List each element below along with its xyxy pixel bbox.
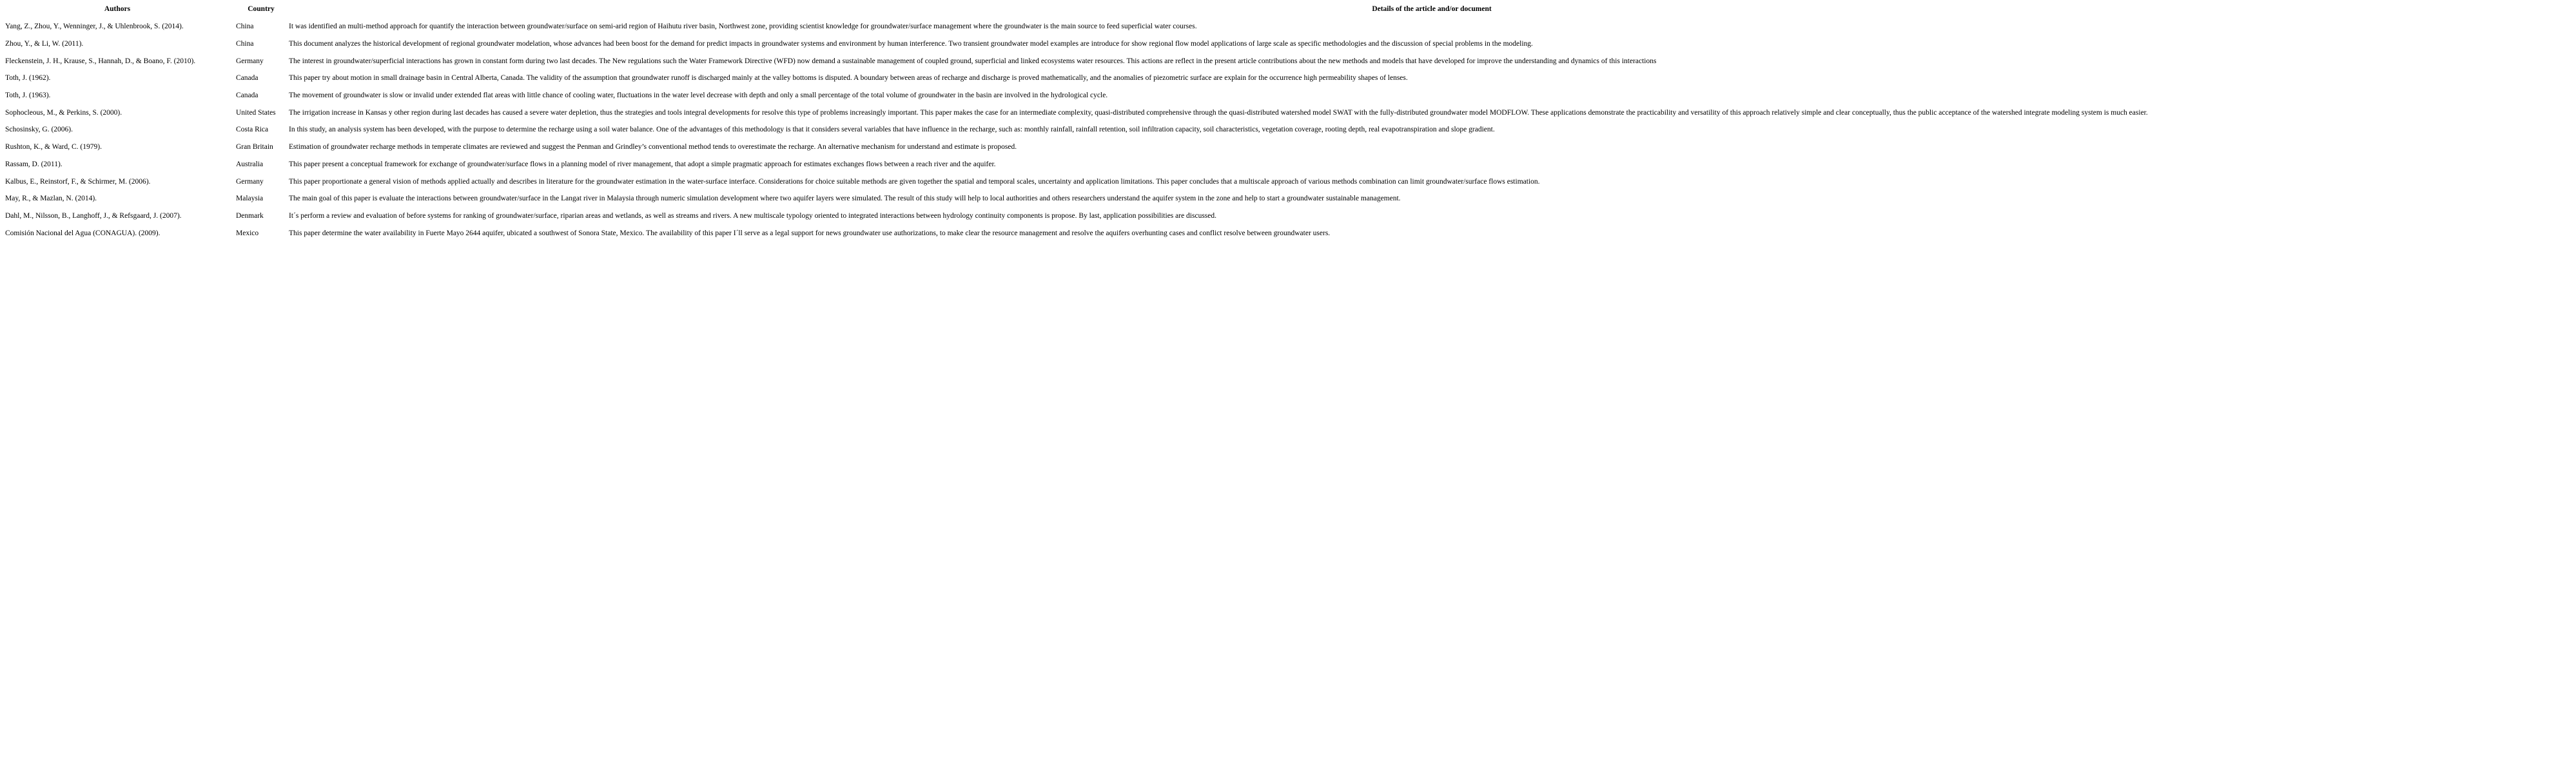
table-row bbox=[0, 190, 2576, 208]
cell-details: The main goal of this paper is evaluate the interactions between groundwater/surface in the Langat river in Malaysia through numeric simulation development where two aquifer layers were simulated. The result of this study will help to local authorities and others researchers understand the aquifer system in the zone and help to start a groundwater sustainable management. bbox=[289, 195, 1401, 203]
cell-details: In this study, an analysis system has been developed, with the purpose to determine the recharge using a soil water balance. One of the advantages of this methodology is that it considers several variables that have influence in the recharge, such as: monthly rainfall, rainfall retention, soil infiltration capacity, soil characteristics, vegetation coverage, rooting depth, real evapotranspiration and slope gradient. bbox=[289, 126, 1495, 134]
table-body bbox=[0, 18, 2576, 242]
cell-details: This paper try about motion in small drainage basin in Central Alberta, Canada. The validity of the assumption that groundwater runoff is discharged mainly at the valley bottoms is disputed. A boundary between areas of recharge and discharge is proved mathematically, and the anomalies of piezometric surface are explain for the occurrence high permeability shapes of lenses. bbox=[289, 74, 1408, 82]
cell-country: Denmark bbox=[236, 211, 264, 220]
cell-country: Germany bbox=[236, 177, 264, 186]
cell-details: It was identified an multi-method approach for quantify the interaction between groundwater/surface on semi-arid region of Haihutu river basin, Northwest zone, providing scientist knowledge for groundwater/surface management where the groundwater is the main source to feed superficial water courses. bbox=[289, 23, 1197, 31]
table-row bbox=[0, 18, 2576, 35]
cell-authors: Toth, J. (1963). bbox=[5, 92, 51, 100]
cell-authors: Toth, J. (1962). bbox=[5, 74, 51, 82]
cell-details: The interest in groundwater/superficial interactions has grown in constant form during two last decades. The New regulations such the Water Framework Directive (WFD) now demand a sustainable management of coupled ground, superficial and linked ecosystems water resources. This actions are reflect in the present article contributions about the new methods and models that have developed for improve the understanding and dynamics of this interactions bbox=[289, 57, 1657, 65]
table-row bbox=[0, 208, 2576, 225]
cell-details: The movement of groundwater is slow or invalid under extended flat areas with little chance of cooling water, fluctuations in the water level decrease with depth and only a small percentage of the total volume of groundwater in the basin are involved in the hydrological cycle. bbox=[289, 92, 1108, 100]
cell-country: Gran Britain bbox=[236, 143, 273, 151]
cell-authors: May, R., & Mazlan, N. (2014). bbox=[5, 195, 97, 203]
cell-authors: Sophocleous, M., & Perkins, S. (2000). bbox=[5, 108, 122, 117]
cell-details: This document analyzes the historical development of regional groundwater modelation, whose advances had been boost for the demand for predict impacts in groundwater systems and environment by human interference. Two transient groundwater model examples are introduce for show regional flow model applications of large scale as specific methodologies and the discussion of special problems in the modeling. bbox=[289, 40, 1533, 48]
cell-authors: Fleckenstein, J. H., Krause, S., Hannah, D., & Boano, F. (2010). bbox=[5, 57, 196, 65]
cell-country: Germany bbox=[236, 57, 264, 65]
table-row bbox=[0, 104, 2576, 121]
cell-details: The irrigation increase in Kansas y other region during last decades has caused a severe water depletion, thus the strategies and tools integral developments for resolve this type of problems increasingly important. This paper makes the case for an intermediate complexity, quasi-distributed comprehensive through the quasi-distributed watershed model SWAT with the fully-distributed groundwater model MODFLOW. These applications demonstrate the practicability and versatility of this approach relatively simple and clear conceptually, thus the public acceptance of the watershed integrate modeling system is much easier. bbox=[289, 108, 2148, 117]
cell-authors: Dahl, M., Nilsson, B., Langhoff, J., & Refsgaard, J. (2007). bbox=[5, 211, 182, 220]
header-authors: Authors bbox=[104, 5, 131, 13]
table-header bbox=[0, 0, 2576, 18]
cell-country: Canada bbox=[236, 74, 259, 82]
cell-details: Estimation of groundwater recharge methods in temperate climates are reviewed and suggest the Penman and Grindley’s conventional method tends to overestimate the recharge. An alternative mechanism for understand and estimate is proposed. bbox=[289, 143, 1017, 151]
references-table bbox=[0, 0, 2576, 242]
cell-country: Australia bbox=[236, 160, 264, 168]
cell-authors: Comisión Nacional del Agua (CONAGUA). (2009). bbox=[5, 229, 161, 237]
cell-authors: Schosinsky, G. (2006). bbox=[5, 126, 73, 134]
table-row bbox=[0, 121, 2576, 139]
table-row bbox=[0, 173, 2576, 190]
table-row bbox=[0, 139, 2576, 156]
cell-country: Mexico bbox=[236, 229, 259, 237]
cell-details: This paper proportionate a general vision of methods applied actually and describes in literature for the groundwater estimation in the water-surface interface. Considerations for choice suitable methods are given together the spatial and temporal scales, uncertainty and application limitations. This paper concludes that a multiscale approach of various methods combination can limit groundwater/surface flows estimation. bbox=[289, 177, 1540, 186]
cell-authors: Rushton, K., & Ward, C. (1979). bbox=[5, 143, 102, 151]
cell-country: China bbox=[236, 23, 254, 31]
table-row bbox=[0, 35, 2576, 53]
cell-details: It´s perform a review and evaluation of before systems for ranking of groundwater/surface, riparian areas and wetlands, as well as streams and rivers. A new multiscale typology oriented to integrated interactions between hydrology continuity components is propose. By last, application possibilities are discussed. bbox=[289, 211, 1217, 220]
cell-authors: Kalbus, E., Reinstorf, F., & Schirmer, M. (2006). bbox=[5, 177, 151, 186]
cell-details: This paper present a conceptual framework for exchange of groundwater/surface flows in a planning model of river management, that adopt a simple pragmatic approach for estimates exchanges flows between a reach river and the aquifer. bbox=[289, 160, 996, 168]
header-row bbox=[0, 0, 2576, 18]
cell-country: Costa Rica bbox=[236, 126, 269, 134]
table-row bbox=[0, 70, 2576, 87]
cell-country: Malaysia bbox=[236, 195, 264, 203]
header-country: Country bbox=[248, 5, 275, 13]
table-row bbox=[0, 224, 2576, 242]
cell-country: United States bbox=[236, 108, 276, 117]
table-row bbox=[0, 52, 2576, 70]
document-page bbox=[0, 0, 2576, 242]
cell-authors: Rassam, D. (2011). bbox=[5, 160, 63, 168]
cell-country: Canada bbox=[236, 92, 259, 100]
cell-country: China bbox=[236, 40, 254, 48]
cell-authors: Yang, Z., Zhou, Y., Wenninger, J., & Uhlenbrook, S. (2014). bbox=[5, 23, 184, 31]
cell-authors: Zhou, Y., & Li, W. (2011). bbox=[5, 40, 84, 48]
table-row bbox=[0, 156, 2576, 173]
table-row bbox=[0, 87, 2576, 104]
cell-details: This paper determine the water availability in Fuerte Mayo 2644 aquifer, ubicated a southwest of Sonora State, Mexico. The availability of this paper I´ll serve as a legal support for news groundwater use authorizations, to make clear the resource management and resolve the aquifers overhunting cases and conflict resolve between groundwater users. bbox=[289, 229, 1331, 237]
header-details: Details of the article and/or document bbox=[1372, 5, 1492, 13]
